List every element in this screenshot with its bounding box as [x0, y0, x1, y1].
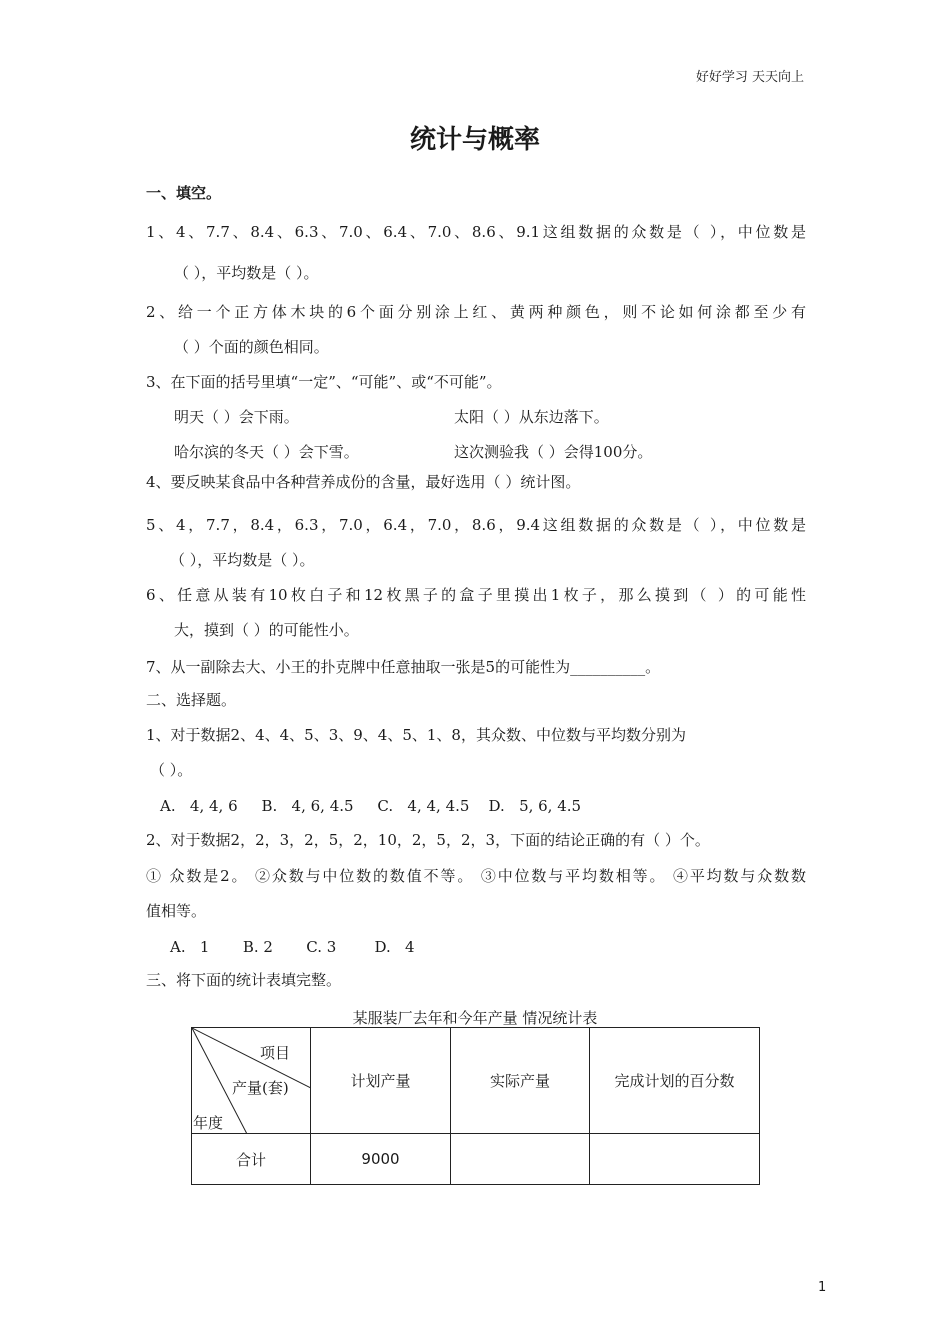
q2-1-line2: （ ）。: [150, 761, 193, 779]
q1-4-line1: 4、要反映某食品中各种营养成份的含量，最好选用（ ）统计图。: [146, 473, 581, 491]
q1-6-line2: 大，摸到（ ）的可能性小。: [174, 621, 359, 639]
q1-5-line1: 5、4，7.7，8.4，6.3，7.0，6.4，7.0，8.6，9.4这组数据的众数是（ ），中位数是: [146, 516, 806, 534]
q2-1-options: A. 4, 4, 6 B. 4, 6, 4.5 C. 4, 4, 4.5 D. 5, 6, 4.5: [160, 797, 582, 815]
corner-label-item: 项目: [260, 1044, 291, 1062]
cell-planned-total: 9000: [311, 1134, 451, 1185]
q1-2-line1: 2、给一个正方体木块的6个面分别涂上红、黄两种颜色，则不论如何涂都至少有: [146, 303, 806, 321]
q1-1-line1: 1、4、7.7、8.4、6.3、7.0、6.4、7.0、8.6、9.1这组数据的众数是（ ），中位数是: [146, 223, 806, 241]
row-label-total: 合计: [192, 1134, 311, 1185]
q1-3-line1: 3、在下面的括号里填“一定”、“可能”、或“不可能”。: [146, 373, 502, 391]
q1-6-line1: 6、任意从装有10枚白子和12枚黑子的盒子里摸出1枚子，那么摸到（ ）的可能性: [146, 586, 806, 604]
q2-2-line3: 值相等。: [146, 902, 207, 920]
section3-heading: 三、将下面的统计表填完整。: [146, 971, 342, 989]
table-corner-cell: [192, 1028, 311, 1134]
q2-2-line2: ① 众数是2。 ②众数与中位数的数值不等。 ③中位数与平均数相等。 ④平均数与众数数: [146, 867, 806, 885]
q1-3-d: 这次测验我（ ）会得100分。: [454, 443, 653, 461]
page-title: 统计与概率: [409, 125, 540, 155]
q1-5-line2: （ ），平均数是（ ）。: [170, 551, 315, 569]
q1-3-a: 明天（ ）会下雨。: [174, 408, 299, 426]
statistics-table: [191, 1027, 760, 1185]
column-header-planned: 计划产量: [311, 1028, 451, 1134]
q1-1-line2: （ ），平均数是（ ）。: [174, 264, 319, 282]
table-header-row: [192, 1028, 760, 1134]
section1-heading: 一、填空。: [146, 184, 222, 202]
corner-label-output: 产量(套): [232, 1079, 289, 1097]
q1-2-line2: （ ）个面的颜色相同。: [174, 338, 329, 356]
section2-heading: 二、选择题。: [146, 691, 237, 709]
header-note: 好好学习 天天向上: [695, 70, 804, 85]
cell-percent-total[interactable]: [590, 1134, 760, 1185]
q1-7-line1: 7、从一副除去大、小王的扑克牌中任意抽取一张是5的可能性为__________。: [146, 658, 661, 676]
cell-actual-total[interactable]: [451, 1134, 590, 1185]
q2-2-line1: 2、对于数据2，2，3，2，5，2，10，2，5，2，3，下面的结论正确的有（ ）个。: [146, 831, 710, 849]
page-number: 1: [818, 1280, 827, 1295]
q1-3-c: 哈尔滨的冬天（ ）会下雪。: [174, 443, 359, 461]
table-row: [192, 1134, 760, 1185]
q2-2-options: A. 1 B. 2 C. 3 D. 4: [170, 938, 415, 956]
table-caption: 某服装厂去年和今年产量 情况统计表: [352, 1009, 598, 1027]
q2-1-line1: 1、对于数据2、4、4、5、3、9、4、5、1、8，其众数、中位数与平均数分别为: [146, 726, 686, 744]
corner-label-year: 年度: [193, 1114, 224, 1132]
column-header-actual: 实际产量: [451, 1028, 590, 1134]
q1-3-b: 太阳（ ）从东边落下。: [454, 408, 609, 426]
column-header-percent: 完成计划的百分数: [590, 1028, 760, 1134]
